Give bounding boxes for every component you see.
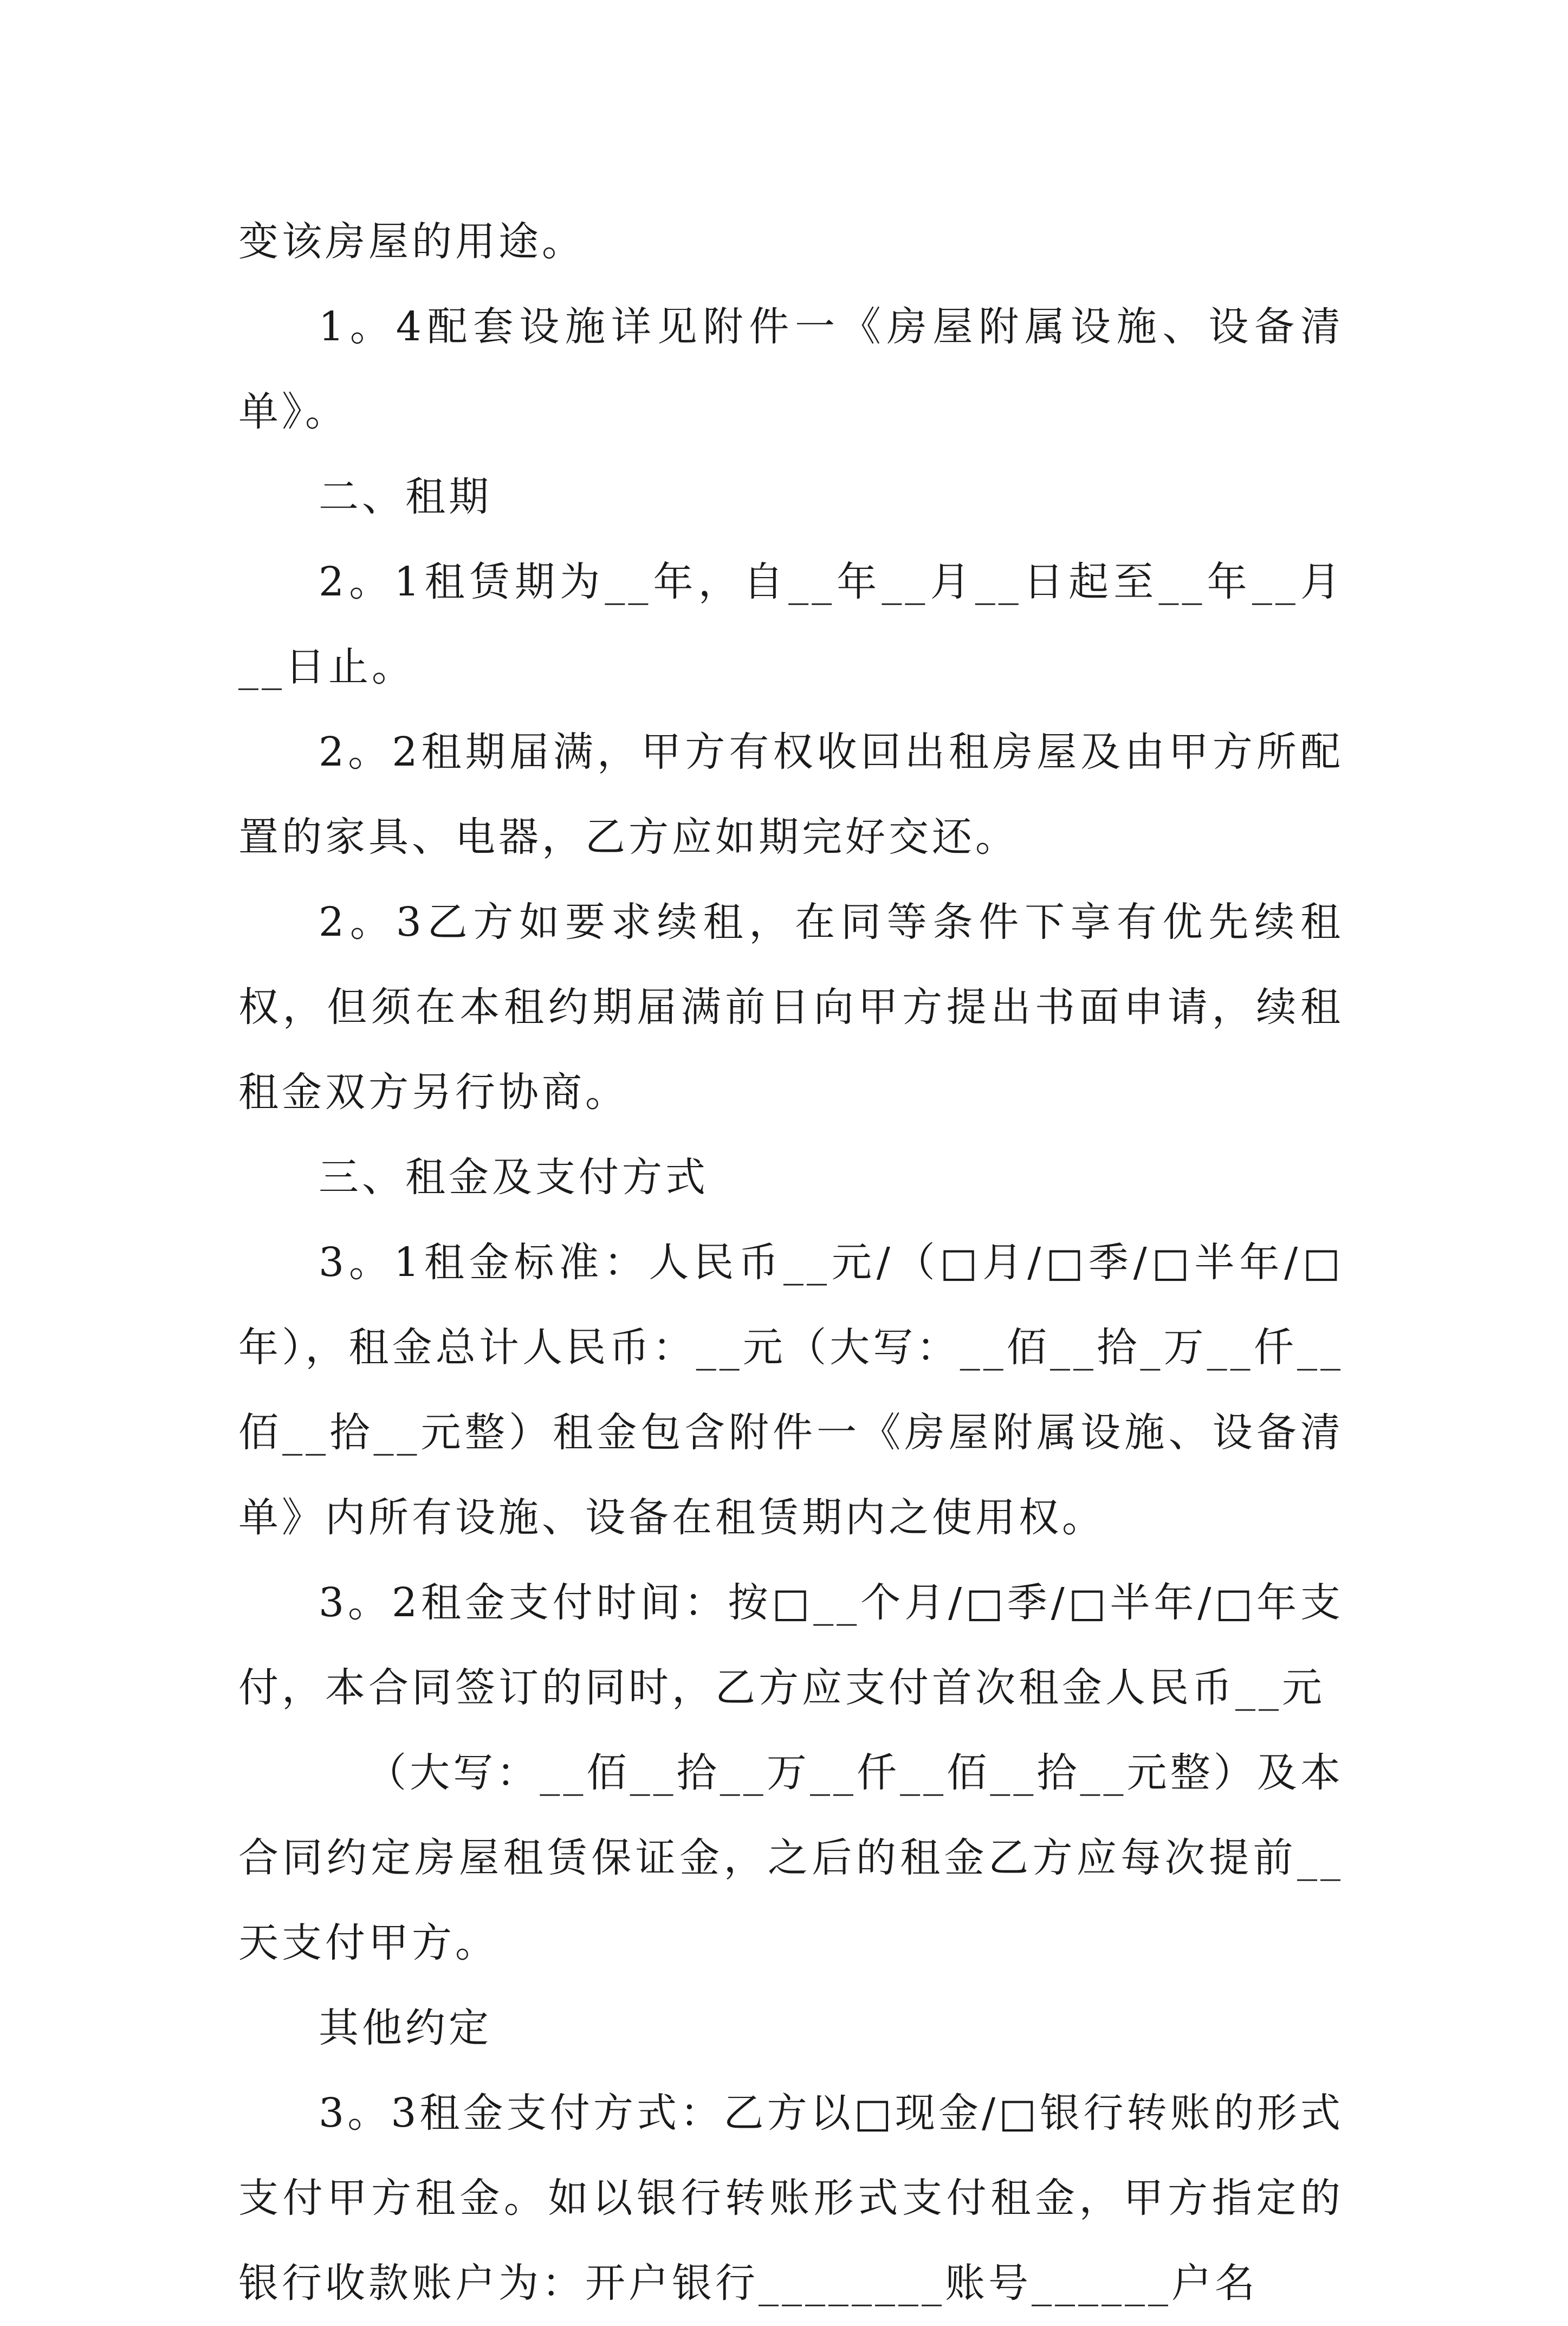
paragraph-clause-3-2: 3。2租金支付时间：按□__个月/□季/□半年/□年支付，本合同签订的同时，乙方应支付首次租金人民币__元 [238, 1579, 1344, 1711]
paragraph-clause-2-2: 2。2租期届满，甲方有权收回出租房屋及由甲方所配置的家具、电器，乙方应如期完好交还。 [238, 729, 1344, 860]
paragraph-clause-2-1: 2。1租赁期为__年，自__年__月__日起至__年__月__日止。 [238, 559, 1344, 690]
section-heading-lease-term: 二、租期 [319, 474, 492, 520]
section-heading-other-terms: 其他约定 [319, 2005, 492, 2051]
paragraph-clause-2-3: 2。3乙方如要求续租，在同等条件下享有优先续租权，但须在本租约期届满前日向甲方提出书面申请，续租租金双方另行协商。 [238, 899, 1344, 1116]
paragraph-clause-1-4: 1。4配套设施详见附件一《房屋附属设施、设备清单》。 [238, 303, 1344, 435]
paragraph-clause-3-3: 3。3租金支付方式：乙方以□现金/□银行转账的形式支付甲方租金。如以银行转账形式支付租金，甲方指定的银行收款账户为：开户银行________账号______户名 [238, 2090, 1344, 2306]
paragraph-usage-continuation: 变该房屋的用途。 [238, 218, 585, 265]
section-heading-rent-payment: 三、租金及支付方式 [319, 1154, 709, 1201]
paragraph-clause-3-1: 3。1租金标准：人民币__元/（□月/□季/□半年/□年），租金总计人民币：__元（大写：__佰__拾_万__仟__佰__拾__元整）租金包含附件一《房屋附属设施、设备清单》内所有设施、设备在租赁期内之使用权。 [238, 1239, 1344, 1541]
contract-body [238, 199, 1344, 2326]
paragraph-clause-3-2-continued: （大写：__佰__拾__万__仟__佰__拾__元整）及本合同约定房屋租赁保证金，之后的租金乙方应每次提前__天支付甲方。 [238, 1750, 1344, 1966]
